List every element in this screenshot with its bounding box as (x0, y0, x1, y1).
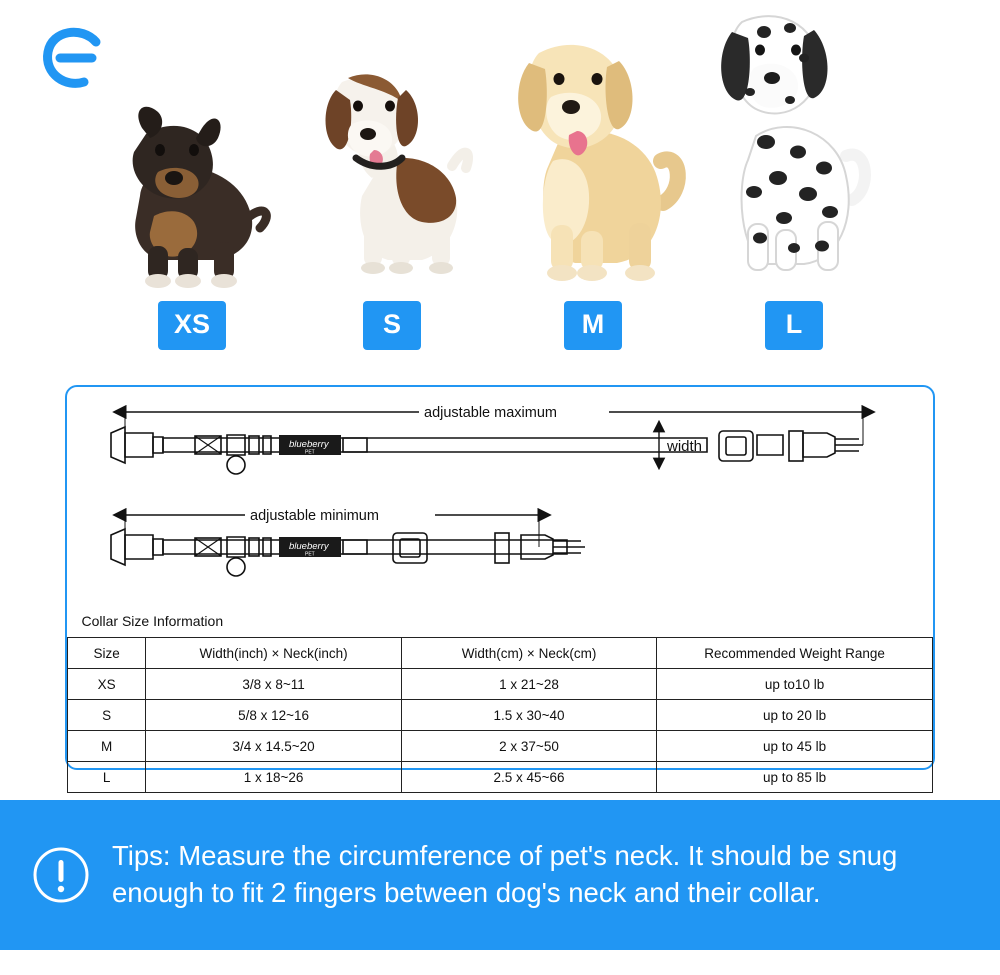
dog-size-cell-m (503, 11, 683, 350)
cell-size: XS (68, 669, 146, 700)
table-row (68, 700, 933, 731)
beagle-illustration-s (302, 46, 482, 301)
table-header-inch: Width(inch) × Neck(inch) (146, 638, 402, 669)
dog-size-cell-l (704, 0, 884, 350)
table-header-size: Size (68, 638, 146, 669)
cell-size: L (68, 762, 146, 793)
svg-text:PET: PET (305, 551, 315, 558)
tips-banner (0, 800, 1000, 950)
cell-cm: 1 x 21~28 (401, 669, 656, 700)
cell-inch: 3/4 x 14.5~20 (146, 731, 402, 762)
brand-logo (36, 22, 112, 98)
cell-inch: 1 x 18~26 (146, 762, 402, 793)
cell-inch: 5/8 x 12~16 (146, 700, 402, 731)
cell-inch: 3/8 x 8~11 (146, 669, 402, 700)
collar-diagram (67, 387, 933, 602)
table-row (68, 731, 933, 762)
size-badge-m: M (564, 301, 622, 350)
table-row (68, 762, 933, 793)
dog-size-cell-xs (102, 76, 282, 350)
cell-weight: up to 85 lb (657, 762, 933, 793)
table-row (68, 669, 933, 700)
exclamation-circle-icon (32, 846, 90, 904)
collar-measurement-panel (65, 385, 935, 785)
table-header-cm: Width(cm) × Neck(cm) (401, 638, 656, 669)
tips-text: Tips: Measure the circumference of pet's neck. It should be snug enough to fit 2 fingers between dog's neck and their collar. (112, 840, 898, 908)
table-caption: Collar Size Information (68, 605, 933, 638)
cell-cm: 2 x 37~50 (401, 731, 656, 762)
collar-size-table-wrapper (67, 605, 933, 793)
svg-text:width: width (667, 438, 703, 455)
svg-text:adjustable minimum: adjustable minimum (250, 508, 379, 524)
cell-cm: 2.5 x 45~66 (401, 762, 656, 793)
dog-size-row (120, 0, 1000, 350)
golden-retriever-illustration-m (503, 11, 683, 301)
svg-text:blueberry: blueberry (289, 439, 329, 450)
collar-size-table (67, 605, 933, 793)
cell-size: M (68, 731, 146, 762)
size-badge-s: S (363, 301, 421, 350)
cell-cm: 1.5 x 30~40 (401, 700, 656, 731)
cell-weight: up to 20 lb (657, 700, 933, 731)
svg-text:adjustable maximum: adjustable maximum (424, 405, 557, 421)
dalmatian-illustration-l (704, 0, 884, 301)
puppy-illustration-xs (102, 76, 282, 301)
size-badge-xs: XS (158, 301, 226, 350)
size-badge-l: L (765, 301, 823, 350)
dog-size-cell-s (302, 46, 482, 350)
table-header-weight: Recommended Weight Range (657, 638, 933, 669)
table-caption-row (68, 605, 933, 638)
cell-weight: up to 45 lb (657, 731, 933, 762)
svg-text:blueberry: blueberry (289, 541, 329, 552)
table-header-row (68, 638, 933, 669)
cell-size: S (68, 700, 146, 731)
svg-text:PET: PET (305, 449, 315, 456)
cell-weight: up to10 lb (657, 669, 933, 700)
